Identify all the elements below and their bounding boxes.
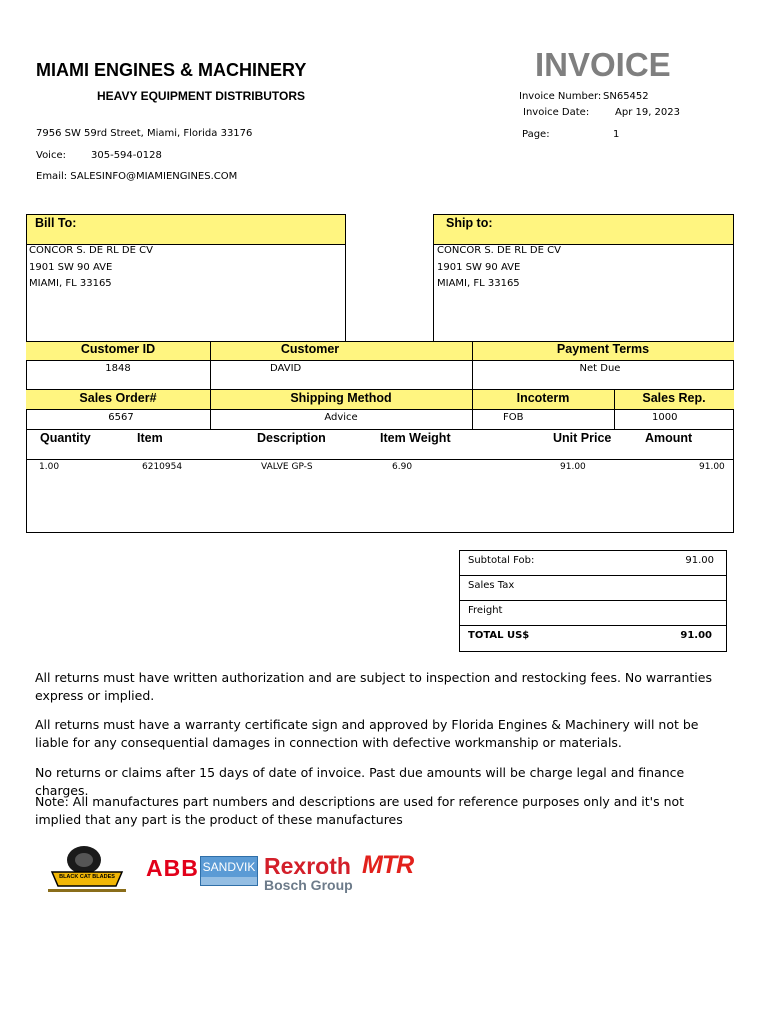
sandvik-logo: [200, 856, 258, 886]
terms-paragraph: Note: All manufactures part numbers and descriptions are used for reference purposes only and it's not implied that any part is the product of these manufactures: [35, 794, 685, 827]
rexroth-logo: Rexroth: [264, 853, 351, 879]
row-item: 6210954: [142, 462, 183, 472]
customer-label: Customer: [280, 342, 340, 356]
bill-to-label: Bill To:: [35, 216, 77, 230]
sales-order-label: Sales Order#: [79, 391, 157, 405]
col-quantity: Quantity: [40, 431, 91, 445]
row-unit-price: 91.00: [560, 462, 586, 472]
ship-to-line: 1901 SW 90 AVE: [437, 262, 521, 273]
bill-to-header: [26, 214, 346, 245]
col-amount: Amount: [645, 431, 693, 445]
payment-terms-value: Net Due: [579, 363, 621, 374]
subtotal-value: 91.00: [685, 555, 714, 566]
shipping-method-label: Shipping Method: [290, 391, 392, 405]
incoterm-value: FOB: [503, 412, 524, 423]
page-label: Page:: [522, 129, 550, 140]
col-item: Item: [137, 431, 163, 445]
abb-logo: ABB: [146, 855, 199, 881]
row-quantity: 1.00: [39, 462, 60, 472]
col-description: Description: [257, 431, 326, 445]
payment-terms-label: Payment Terms: [556, 342, 650, 356]
row-weight: 6.90: [392, 462, 413, 472]
ship-to-line: CONCOR S. DE RL DE CV: [437, 245, 561, 256]
black-cat-blades-logo: [44, 842, 130, 894]
bill-to-body: [26, 244, 346, 342]
customer-value: DAVID: [270, 363, 302, 374]
ship-to-header: [433, 214, 734, 245]
sales-rep-value: 1000: [652, 412, 678, 423]
ship-to-line: MIAMI, FL 33165: [437, 278, 520, 289]
company-address: 7956 SW 59rd Street, Miami, Florida 33176: [36, 128, 253, 139]
row-amount: 91.00: [699, 462, 725, 472]
shipping-method-value: Advice: [324, 412, 358, 423]
terms-paragraph: No returns or claims after 15 days of date of invoice. Past due amounts will be charge legal and finance charges.: [35, 765, 685, 798]
invoice-date: Apr 19, 2023: [615, 107, 681, 118]
bill-to-line: 1901 SW 90 AVE: [29, 262, 113, 273]
terms-paragraph: All returns must have a warranty certificate sign and approved by Florida Engines & Machinery will not be liable for any consequential damages in connection with defective workmanship or materials.: [35, 717, 699, 750]
sales-order-value: 6567: [108, 412, 134, 423]
subtotal-label: Subtotal Fob:: [468, 555, 535, 566]
mtr-logo: MTR: [362, 851, 414, 879]
invoice-number-label: Invoice Number:: [519, 91, 602, 102]
sales-tax-label: Sales Tax: [468, 580, 515, 591]
incoterm-label: Incoterm: [516, 391, 570, 405]
page-number: 1: [613, 129, 620, 140]
voice-label: Voice:: [36, 150, 66, 161]
total-value: 91.00: [680, 630, 712, 641]
bill-to-line: CONCOR S. DE RL DE CV: [29, 245, 153, 256]
bosch-group-logo: Bosch Group: [264, 877, 353, 893]
col-unit-price: Unit Price: [553, 431, 612, 445]
bill-to-line: MIAMI, FL 33165: [29, 278, 112, 289]
invoice-date-label: Invoice Date:: [523, 107, 590, 118]
voice-number: 305-594-0128: [91, 150, 162, 161]
ship-to-body: [433, 244, 734, 342]
sales-rep-label: Sales Rep.: [642, 391, 706, 405]
invoice-title: INVOICE: [535, 46, 671, 83]
invoice-number: SN65452: [603, 91, 649, 102]
terms-paragraph: All returns must have written authorization and are subject to inspection and restocking fees. No warranties express or implied.: [35, 670, 712, 703]
row-description: VALVE GP-S: [261, 462, 313, 472]
ship-to-label: Ship to:: [446, 216, 493, 230]
company-name: MIAMI ENGINES & MACHINERY: [36, 60, 307, 80]
sandvik-text: SANDVIK: [202, 860, 256, 874]
total-label: TOTAL US$: [468, 630, 530, 641]
freight-label: Freight: [468, 605, 503, 616]
customer-id-label: Customer ID: [80, 342, 156, 356]
company-tagline: HEAVY EQUIPMENT DISTRIBUTORS: [97, 89, 306, 103]
customer-id-value: 1848: [105, 363, 131, 374]
company-email: Email: SALESINFO@MIAMIENGINES.COM: [36, 171, 238, 182]
col-weight: Item Weight: [380, 431, 451, 445]
black-cat-blades-text: BLACK CAT BLADES: [59, 874, 115, 880]
